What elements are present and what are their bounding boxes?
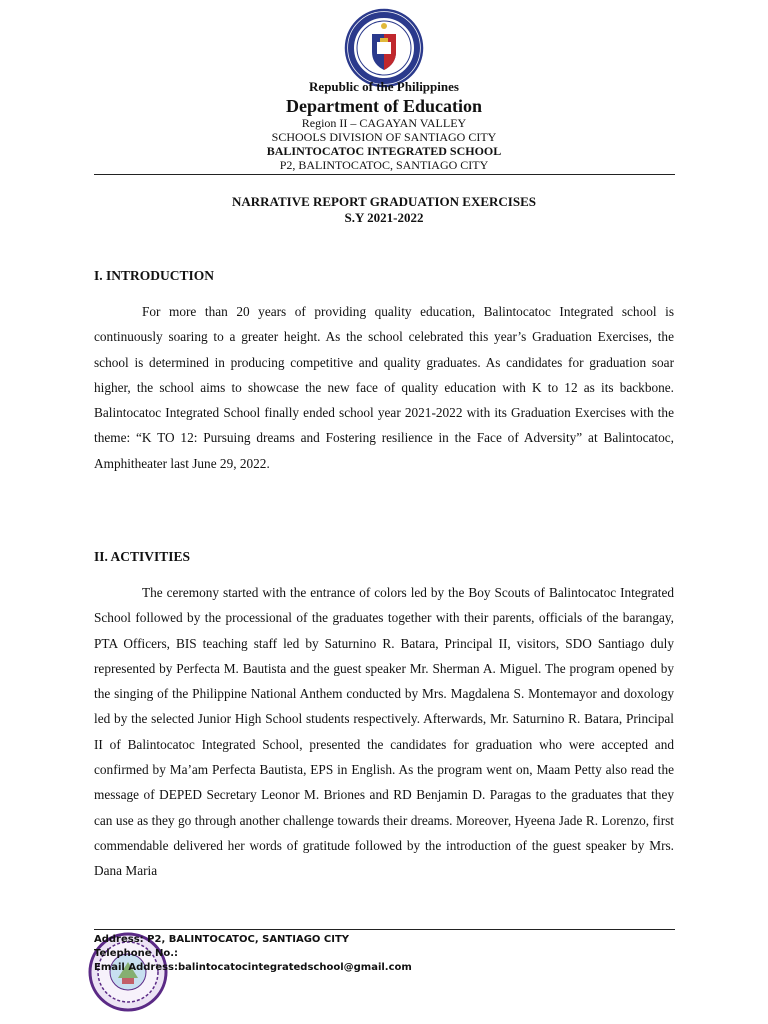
footer-address: Address: P2, BALINTOCATOC, SANTIAGO CITY xyxy=(94,934,350,945)
activities-paragraph: The ceremony started with the entrance of colors led by the Boy Scouts of Balintocatoc Integrated School followed by the processional of the graduates together with their parents, officials of the barangay, PTA Officers, BIS teaching staff led by Saturnino R. Batara, Principal II, visitors, SDO Santiago duly represented by Perfecta M. Bautista and the guest speaker Mr. Sherman A. Miguel. The program opened by the singing of the Philippine National Anthem conducted by Mrs. Magdalena S. Montemayor and doxology led by the selected Junior High School students respectively. Afterwards, Mr. Saturnino R. Batara, Principal II of Balintocatoc Integrated School, presented the candidates for graduation who were accepted and confirmed by Ma’am Perfecta Bautista, EPS in English. As the program went on, Maam Petty also read the message of DEPED Secretary Leonor M. Briones and RD Benjamin D. Paragas to the graduates that they can use as they go through another challenge towards their dreams. Moreover, Hyeena Jade R. Lorenzo, first commendable delivered her words of gratitude followed by the introduction of the guest speaker by Mrs. Dana Maria xyxy=(94,585,674,879)
report-school-year: S.Y 2021-2022 xyxy=(344,210,424,225)
deped-seal-icon xyxy=(344,8,424,88)
footer-divider xyxy=(94,929,675,930)
activities-heading: II. ACTIVITIES xyxy=(94,549,191,564)
header-school: BALINTOCATOC INTEGRATED SCHOOL xyxy=(266,144,502,158)
footer-email: Email Address:balintocatocintegratedschool@gmail.com xyxy=(94,962,412,973)
introduction-paragraph: For more than 20 years of providing quality education, Balintocatoc Integrated school is continuously soaring to a greater height. As the school celebrated this year’s Graduation Exercises, the school is determined in producing competitive and quality graduates. As candidates for graduation soar higher, the school aims to showcase the new face of quality education with K to 12 as its backbone. Balintocatoc Integrated School finally ended school year 2021-2022 with its Graduation Exercises with the theme: “K TO 12: Pursuing dreams and Fostering resilience in the Face of Adversity” at Balintocatoc, Amphitheater last June 29, 2022. xyxy=(94,304,674,471)
report-title: NARRATIVE REPORT GRADUATION EXERCISES xyxy=(231,194,536,209)
header-region: Region II – CAGAYAN VALLEY xyxy=(301,116,467,130)
header-address: P2, BALINTOCATOC, SANTIAGO CITY xyxy=(279,158,489,172)
header-division: SCHOOLS DIVISION OF SANTIAGO CITY xyxy=(271,130,497,144)
introduction-heading: I. INTRODUCTION xyxy=(94,268,215,283)
footer-telephone: Telephone No.: xyxy=(94,948,179,959)
header-department: Department of Education xyxy=(286,96,482,116)
header-republic: Republic of the Philippines xyxy=(309,79,459,94)
header-divider xyxy=(94,174,675,175)
